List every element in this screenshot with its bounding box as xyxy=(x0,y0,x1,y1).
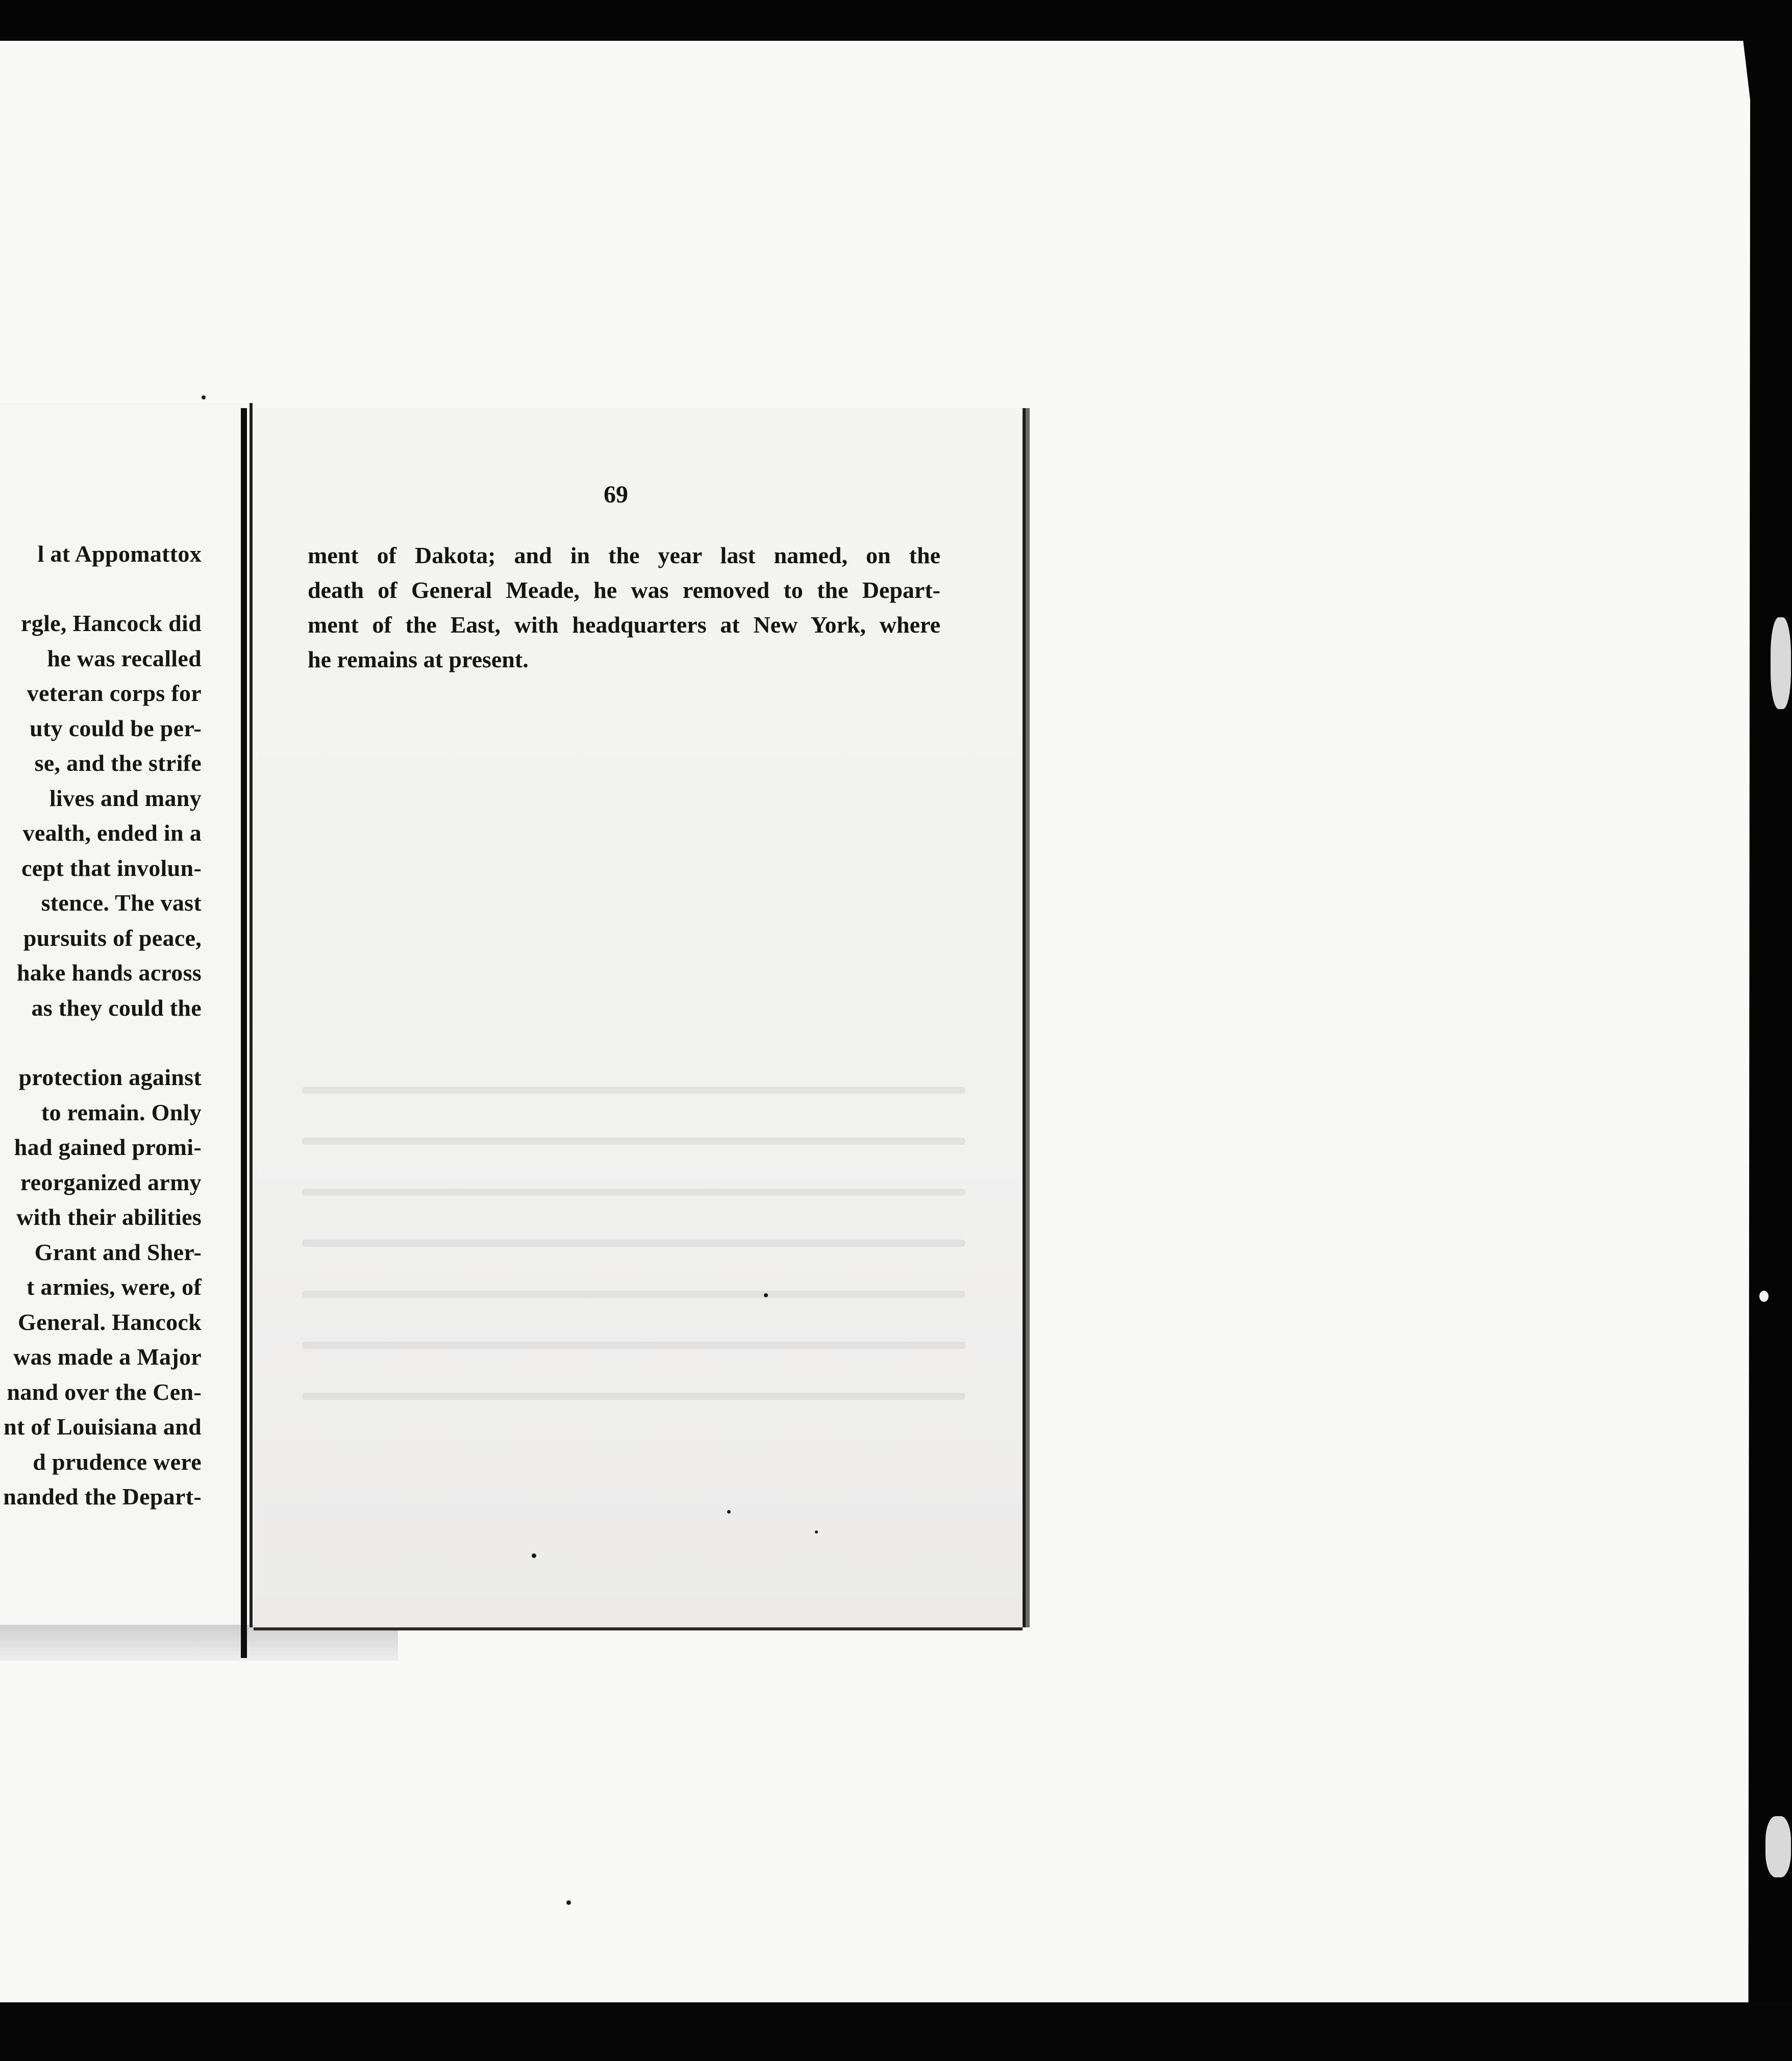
right-page xyxy=(254,408,1023,1627)
left-page-line: he was recalled xyxy=(47,645,202,671)
left-page-line: d prudence were xyxy=(33,1449,202,1475)
dust-speck xyxy=(815,1530,818,1534)
left-page-line: t armies, were, of xyxy=(26,1274,202,1300)
dust-speck xyxy=(727,1510,731,1514)
body-text xyxy=(308,538,940,677)
left-page-line: lives and many xyxy=(49,785,202,811)
left-page xyxy=(0,403,244,1627)
left-page-line: with their abilities xyxy=(16,1204,202,1230)
left-page-line: nt of Louisiana and xyxy=(4,1414,202,1440)
left-page-line: stence. The vast xyxy=(41,890,202,916)
bleed-through xyxy=(302,1393,965,1400)
book-spine xyxy=(241,408,247,1658)
dust-speck xyxy=(1759,1291,1769,1302)
bleed-through xyxy=(302,1240,965,1247)
dust-speck xyxy=(202,395,206,399)
left-page-line: hake hands across xyxy=(16,960,202,986)
page-number: 69 xyxy=(604,481,628,508)
scan-edge-artifact xyxy=(1765,1816,1791,1877)
page-shadow xyxy=(0,1625,398,1661)
bleed-through xyxy=(302,1342,965,1349)
left-page-line: cept that involun- xyxy=(21,855,202,881)
left-page-line: protection against xyxy=(18,1064,202,1090)
left-page-line: had gained promi- xyxy=(14,1134,202,1160)
left-page-line: nand over the Cen- xyxy=(7,1379,202,1405)
left-page-line: l at Appomattox xyxy=(37,541,202,567)
scan-border-right xyxy=(1755,41,1792,2061)
left-page-line: Grant and Sher- xyxy=(34,1239,202,1265)
left-page-line: nanded the Depart- xyxy=(3,1484,202,1510)
left-page-line: to remain. Only xyxy=(41,1099,202,1125)
dust-speck xyxy=(566,1900,571,1905)
left-page-line: pursuits of peace, xyxy=(23,925,202,951)
scan-border-bottom xyxy=(0,2002,1792,2061)
bleed-through xyxy=(302,1138,965,1145)
dust-speck xyxy=(764,1293,768,1297)
left-page-line: vealth, ended in a xyxy=(22,820,202,846)
left-page-line: as they could the xyxy=(31,995,202,1021)
left-page-line: General. Hancock xyxy=(18,1309,202,1335)
left-page-line: veteran corps for xyxy=(27,680,202,706)
left-page-line: was made a Major xyxy=(13,1344,202,1370)
text-line: ment of Dakota; and in the year last named, on the xyxy=(308,542,940,568)
text-line: ment of the East, with headquarters at New York, where xyxy=(308,612,940,638)
text-line: death of General Meade, he was removed to the Depart- xyxy=(308,577,940,603)
left-page-line: uty could be per- xyxy=(30,715,202,741)
bleed-through xyxy=(302,1189,965,1196)
left-page-line: se, and the strife xyxy=(34,750,202,776)
bleed-through xyxy=(302,1291,965,1298)
text-line: he remains at present. xyxy=(308,646,529,672)
bleed-through xyxy=(302,1087,965,1094)
left-page-line: rgle, Hancock did xyxy=(21,610,202,636)
scan-edge-artifact xyxy=(1771,617,1791,709)
dust-speck xyxy=(532,1553,536,1558)
book-gutter xyxy=(250,403,253,1627)
left-page-line: reorganized army xyxy=(20,1169,202,1195)
